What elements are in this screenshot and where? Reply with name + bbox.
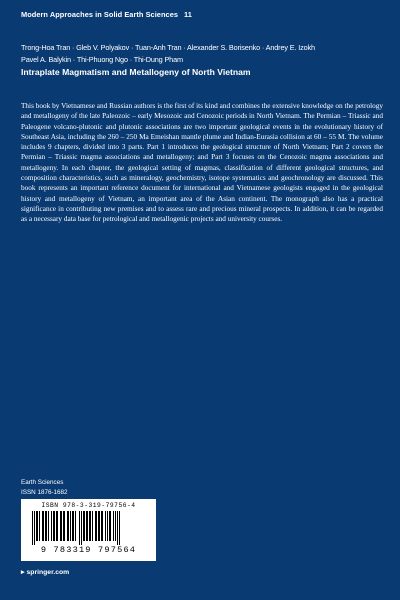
author-list <box>21 42 386 66</box>
series-line <box>21 10 192 19</box>
imprint <box>21 478 68 497</box>
book-description: This book by Vietnamese and Russian authors is the first of its kind and combines the extensive knowledge on the petrology and metallogeny of the late Paleozoic – early Mesozoic and Cenozoic periods in North Vietnam. The Permian – Triassic and Paleogene volcano-plutonic and plutonic associations are two important geological events in the evolutionary history of Southeast Asia, including the 260 – 250 Ma Emeishan mantle plume and Indian-Eurasia collision at 60 – 55 M. The volume includes 9 chapters, divided into 3 parts. Part 1 introduces the geological structure of North Vietnam; Part 2 covers the Permian – Triassic magma associations and metallogeny; and Part 3 focuses on the Cenozoic magma associations and metallogeny. In each chapter, the geological setting of magmas, classification of different geological structures, and composition characteristics, such as mineralogy, geochemistry, isotope systematics and geochronology are discussed. This book represents an important reference document for international and Vietnamese geologists engaged in the geological history and metallogeny of Vietnam, an important area of the Asian continent. The monograph also has a practical significance in contributing new premises and to assess rare and precious mineral prospects. In addition, it can be regarded as a necessary data base for petrological and metallogenic projects and university courses. <box>21 102 383 224</box>
series-name: Modern Approaches in Solid Earth Sciences <box>21 10 179 19</box>
barcode-digits: 9 783319 797564 <box>40 545 137 555</box>
series-volume: 11 <box>184 10 192 19</box>
subject-label: Earth Sciences <box>21 479 64 486</box>
book-title: Intraplate Magmatism and Metallogeny of North Vietnam <box>21 67 251 77</box>
isbn-text: ISBN 978-3-319-79756-4 <box>41 502 136 509</box>
isbn-barcode <box>21 499 156 561</box>
arrow-icon: ▸ <box>21 569 25 576</box>
author-line-1: Trong-Hoa Tran · Gleb V. Polyakov · Tuan-Anh Tran · Alexander S. Borisenko · Andrey E. Izokh <box>21 43 315 52</box>
publisher-url[interactable] <box>21 568 69 576</box>
issn-label: ISSN 1876-1682 <box>21 488 68 496</box>
barcode-bars <box>30 511 148 545</box>
publisher-url-text: springer.com <box>26 569 70 576</box>
author-line-2: Pavel A. Balykin · Thi-Phuong Ngo · Thi-Dung Pham <box>21 55 183 64</box>
